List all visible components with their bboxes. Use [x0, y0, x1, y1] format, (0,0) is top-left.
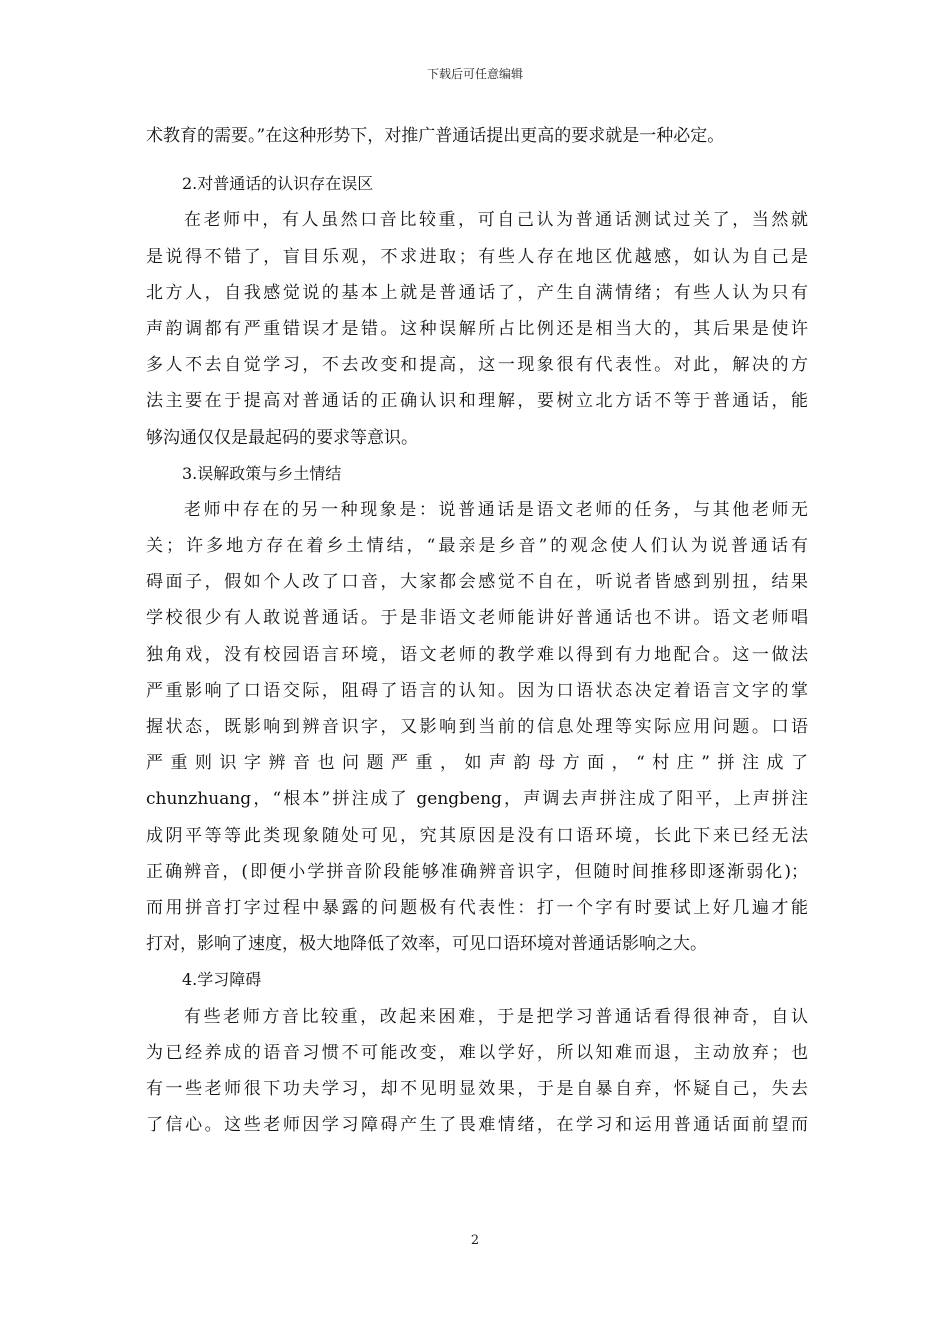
page-header-note: 下载后可任意编辑 [426, 67, 523, 81]
paragraph-line: 握状态，既影响到辨音识字，又影响到当前的信息处理等实际应用问题。口语 [146, 717, 808, 737]
paragraph-line: 有一些老师很下功夫学习，却不见明显效果，于是自暴自弃，怀疑自己，失去 [146, 1078, 808, 1099]
paragraph-line: 碍面子，假如个人改了口音，大家都会感觉不自在，听说者皆感到别扭，结果 [146, 572, 808, 593]
paragraph-line: 为已经养成的语音习惯不可能改变，难以学好，所以知难而退，主动放弃；也 [146, 1042, 808, 1063]
paragraph-line: 声韵调都有严重错误才是错。这种误解所占比例还是相当大的，其后果是使许 [146, 318, 808, 339]
paragraph-line: 术教育的需要。”在这种形势下，对推广普通话提出更高的要求就是一种必定。 [146, 126, 725, 146]
paragraph-line: 是说得不错了，盲目乐观，不求进取；有些人存在地区优越感，如认为自己是 [146, 246, 808, 267]
section-heading-2: 2.对普通话的认识存在误区 [182, 174, 374, 194]
paragraph-gap [146, 154, 808, 166]
paragraph-line: 独角戏，没有校园语言环境，语文老师的教学难以得到有力地配合。这一做法 [146, 644, 808, 665]
page-number: 2 [470, 1233, 480, 1248]
paragraph-line: 在老师中，有人虽然口音比较重，可自己认为普通话测试过关了，当然就 [184, 210, 808, 231]
paragraph-line: 有些老师方音比较重，改起来困难，于是把学习普通话看得很神奇，自认 [184, 1006, 808, 1027]
paragraph-line: 北方人，自我感觉说的基本上就是普通话了，产生自满情绪；有些人认为只有 [146, 282, 808, 303]
section-heading-3: 3.误解政策与乡土情结 [182, 463, 342, 483]
paragraph-line: 正确辨音，(即便小学拼音阶段能够准确辨音识字，但随时间推移即逐渐弱化)； [146, 861, 808, 882]
paragraph-line: 法主要在于提高对普通话的正确认识和理解，要树立北方话不等于普通话，能 [146, 391, 808, 412]
paragraph-line: 够沟通仅仅是最起码的要求等意识。 [146, 427, 418, 448]
paragraph-line: 打对，影响了速度，极大地降低了效率，可见口语环境对普通话影响之大。 [146, 934, 707, 955]
paragraph-line: 而用拼音打字过程中暴露的问题极有代表性：打一个字有时要试上好几遍才能 [146, 897, 808, 918]
section-heading-4: 4.学习障碍 [182, 970, 262, 990]
paragraph-line: 学校很少有人敢说普通话。于是非语文老师能讲好普通话也不讲。语文老师唱 [146, 608, 808, 629]
paragraph-line: 了信心。这些老师因学习障碍产生了畏难情绪，在学习和运用普通话面前望而 [146, 1115, 808, 1136]
paragraph-line: 严重则识字辨音也问题严重，如声韵母方面，“村庄”拼注成了 [146, 753, 808, 774]
document-body [146, 118, 808, 1143]
paragraph-line: 老师中存在的另一种现象是：说普通话是语文老师的任务，与其他老师无 [184, 499, 808, 520]
paragraph-line: 关；许多地方存在着乡土情结，“最亲是乡音”的观念使人们认为说普通话有 [146, 536, 808, 557]
paragraph-line: chunzhuang，“根本”拼注成了 gengbeng，声调去声拼注成了阳平，上声拼注 [146, 789, 808, 810]
paragraph-line: 成阴平等等此类现象随处可见，究其原因是没有口语环境，长此下来已经无法 [146, 825, 808, 846]
paragraph-line: 严重影响了口语交际，阻碍了语言的认知。因为口语状态决定着语言文字的掌 [146, 680, 808, 701]
paragraph-line: 多人不去自觉学习，不去改变和提高，这一现象很有代表性。对此，解决的方 [146, 355, 808, 376]
